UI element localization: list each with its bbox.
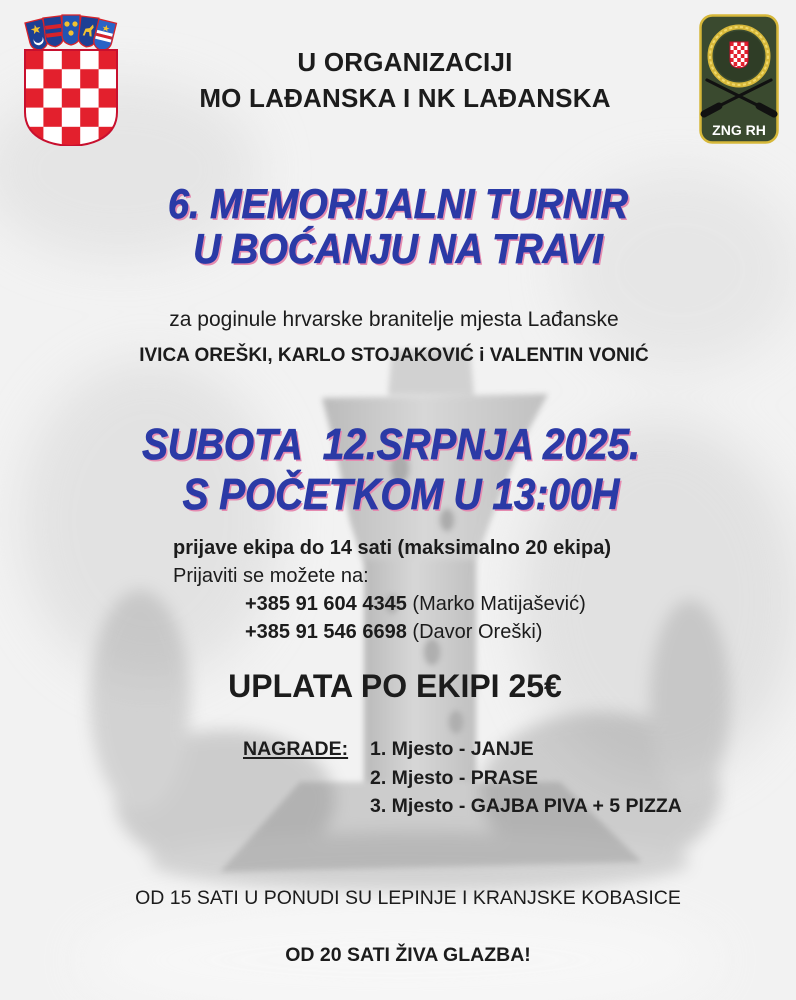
contact-name: (Marko Matijašević) <box>412 593 586 615</box>
prize-item: 2. Mjesto - PRASE <box>370 766 538 789</box>
contact-name: (Davor Oreški) <box>412 621 543 643</box>
registration-info <box>173 534 733 646</box>
event-title-line-2: U BOĆANJU NA TRAVI <box>193 225 603 272</box>
contact-phone: +385 91 546 6698 <box>245 621 407 643</box>
prizes-list <box>370 735 682 821</box>
food-offer: OD 15 SATI U PONUDI SU LEPINJE I KRANJSKE KOBASICE <box>135 887 681 909</box>
prize-item: 3. Mjesto - GAJBA PIVA + 5 PIZZA <box>370 795 682 817</box>
prizes-label: NAGRADE: <box>243 738 349 760</box>
prize-item: 1. Mjesto - JANJE <box>370 738 534 760</box>
entry-fee: UPLATA PO EKIPI 25€ <box>228 668 562 704</box>
event-date <box>0 420 796 520</box>
contact-item <box>245 618 733 646</box>
event-title <box>0 181 796 271</box>
organizer-line-1: U ORGANIZACIJI <box>297 47 513 77</box>
event-start-time: S POČETKOM U 13:00H <box>182 470 620 519</box>
contact-intro: Prijaviti se možete na: <box>173 565 369 587</box>
badge-text: ZNG RH <box>712 122 766 138</box>
organizer-block <box>14 44 796 116</box>
organizer-line-2: MO LAĐANSKA I NK LAĐANSKA <box>199 83 611 113</box>
live-music: OD 20 SATI ŽIVA GLAZBA! <box>285 944 531 966</box>
contact-phone: +385 91 604 4345 <box>245 593 407 615</box>
honored-names: IVICA OREŠKI, KARLO STOJAKOVIĆ i VALENTIN VONIĆ <box>139 345 649 366</box>
dedication-text: za poginule hrvarske branitelje mjesta Lađanske <box>169 308 619 331</box>
event-title-line-1: 6. MEMORIJALNI TURNIR <box>168 180 628 227</box>
contact-item <box>245 590 733 618</box>
event-date-line: SUBOTA 12.SRPNJA 2025. <box>142 420 640 469</box>
registration-deadline: prijave ekipa do 14 sati (maksimalno 20 ekipa) <box>173 537 611 559</box>
